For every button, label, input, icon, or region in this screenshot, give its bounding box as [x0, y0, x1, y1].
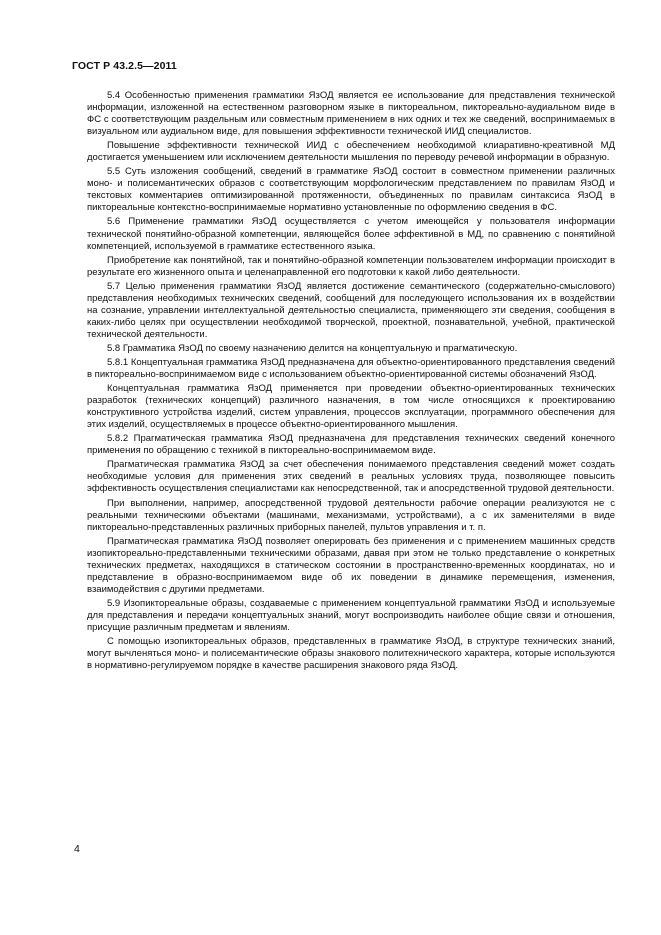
paragraph-5-4: 5.4 Особенностью применения грамматики ЯзОД является ее использование для представления технической информации, изложенной на естественном разговорном языке в пиктореальном, пиктореально-аудиальном виде в ФС с соответствующим раздельным или совместным применением в них одних и тех же сведений, воспринимаемых в визуальном или аудиальном виде, для повышения эффективности технической ИИД специалистов.: [87, 90, 615, 138]
paragraph-5-5: 5.5 Суть изложения сообщений, сведений в грамматике ЯзОД состоит в совместном применении различных моно- и полисемантических образов с соответствующим морфологическим представлением по правилам ЯзОД и текстовых комментариев оптимизированной протяженности, объединенных по правилам синтаксиса ЯзОД в пиктореальные контекстно-воспринимаемые нормативно установленные по оформлению сведения в ФС.: [87, 166, 615, 214]
paragraph-5-8-2: 5.8.2 Прагматическая грамматика ЯзОД предназначена для представления технических сведений конечного применения по обращению с техникой в пиктореально-воспринимаемом виде.: [87, 433, 615, 457]
paragraph-5-7: 5.7 Целью применения грамматики ЯзОД является достижение семантического (содержательно-смыслового) представления необходимых технических сведений, сообщений для последующего использования их в воздействии на сознание, управлении интеллектуальной деятельностью специалиста, применяющего эти сведения, сообщения в каких-либо целях при осуществлении необходимой творческой, проектной, познавательной, учебной, практической технической деятельности.: [87, 280, 615, 340]
paragraph-5-9: 5.9 Изопиктореальные образы, создаваемые с применением концептуальной грамматики ЯзОД и используемые для представления и передачи концептуальных знаний, могут воспроизводить наиболее общие связи и отношения, присущие различным предметам и явлениям.: [87, 597, 615, 633]
standard-code-header: ГОСТ Р 43.2.5—2011: [72, 60, 177, 72]
document-body: [87, 90, 615, 674]
paragraph-5-6: 5.6 Применение грамматики ЯзОД осуществляется с учетом имеющейся у пользователя информации технической понятийно-образной компетенции, являющейся более эффективной в МД, по сравнению с понятийной компетенцией, используемой в грамматике естественного языка.: [87, 216, 615, 252]
paragraph-5-8-1: 5.8.1 Концептуальная грамматика ЯзОД предназначена для объектно-ориентированного представления сведений в пиктореально-воспринимаемом виде с использованием объектно-ориентированной системы обозначений ЯзОД.: [87, 356, 615, 381]
paragraph-5-8-2-continuation-c: Прагматическая грамматика ЯзОД позволяет оперировать без применения и с применением машинных средств изопиктореально-представленными техническими образами, давая при этом не только представление о конкретных технических предметах, находящихся в статическом состоянии в пространственно-временных координатах, но и представление в образно-воспринимаемом виде об их поведении в динамике перемещения, изменения, взаимодействия с другими предметами.: [87, 535, 615, 595]
paragraph-5-8-2-continuation-a: Прагматическая грамматика ЯзОД за счет обеспечения понимаемого представления сведений может создать необходимые условия для применения этих сведений в реальных условиях труда, позволяющее повысить эффективность осуществления специалистами как непосредственной, так и апосредственной трудовой деятельности.: [87, 459, 615, 495]
paragraph-5-8-2-continuation-b: При выполнении, например, апосредственной трудовой деятельности рабочие операции реализуются не с реальными техническими объектами (машинами, механизмами, устройствами), а с их заменителями в виде пиктореально-представленных различных приборных панелей, пультов управления и т. п.: [87, 497, 615, 533]
paragraph-5-8: 5.8 Грамматика ЯзОД по своему назначению делится на концептуальную и прагматическую.: [107, 342, 518, 354]
paragraph-5-6-continuation: Приобретение как понятийной, так и понятийно-образной компетенции пользователем информации происходит в результате его жизненного опыта и целенаправленной его подготовки к какой либо деятельности.: [87, 254, 615, 278]
paragraph-5-4-continuation: Повышение эффективности технической ИИД с обеспечением необходимой клиаративно-креативной МД достигается уменьшением или исключением деятельности мышления по переводу речевой информации в образную.: [87, 140, 615, 164]
page-number: 4: [74, 843, 80, 855]
paragraph-5-9-continuation: С помощью изопиктореальных образов, представленных в грамматике ЯзОД, в структуре технических знаний, могут вычленяться моно- и полисемантические образы знакового политехнического характера, которые используются в нормативно-регулируемом порядке в качестве расширения знакового ряда ЯзОД.: [87, 636, 615, 672]
paragraph-5-8-1-continuation: Концептуальная грамматика ЯзОД применяется при проведении объектно-ориентированных технических разработок (технических концепций) различного назначения, в том числе относящихся к проектированию конструктивного устройства изделий, систем управления, процессов эксплуатации, программного обеспечения для этих изделий, осуществляемых в процессе объектно-ориентированного мышления.: [87, 383, 615, 431]
